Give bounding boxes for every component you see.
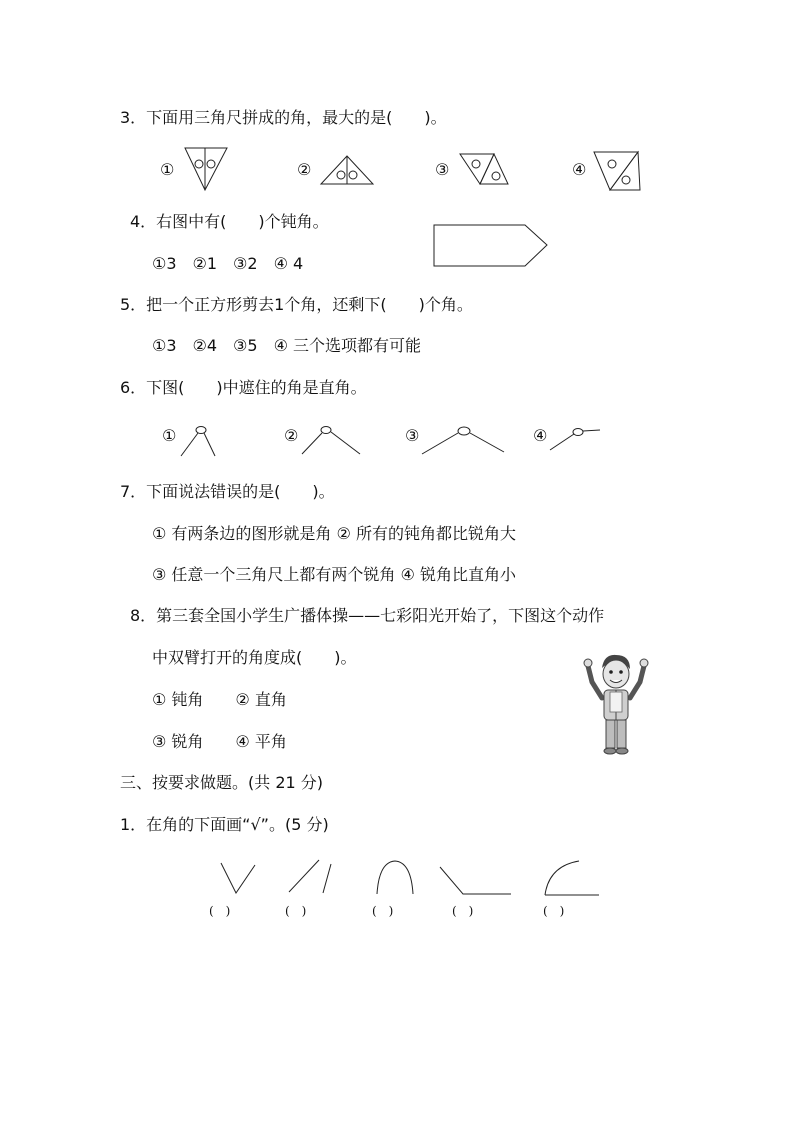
- q6-hidden-angle-figure-1: [178, 424, 218, 458]
- q8-text-line-1: 8．第三套全国小学生广播体操——七彩阳光开始了，下图这个动作: [130, 606, 605, 625]
- q4-options: ①3 ②1 ③2 ④ 4: [152, 254, 304, 273]
- q6-text: 6．下图( )中遮住的角是直角。: [120, 378, 367, 397]
- q6-option-1-label: ①: [162, 426, 177, 445]
- q7-options-line-2: ③ 任意一个三角尺上都有两个锐角 ④ 锐角比直角小: [152, 565, 516, 584]
- answer-blank-3[interactable]: ( ): [372, 904, 394, 918]
- answer-blank-4[interactable]: ( ): [452, 904, 474, 918]
- q3-triangle-figure-1: [183, 146, 229, 192]
- q6-option-4-label: ④: [533, 426, 548, 445]
- q4-pentagon-figure: [433, 224, 549, 268]
- q8-options-line-1: ① 钝角 ② 直角: [152, 690, 287, 709]
- boy-exercise-illustration: [584, 652, 648, 756]
- q3-option-1-label: ①: [160, 160, 175, 179]
- q6-hidden-angle-figure-2: [298, 424, 364, 458]
- curve-with-line-figure: [541, 858, 601, 898]
- q3-text: 3．下面用三角尺拼成的角，最大的是( )。: [120, 108, 447, 127]
- curved-arch-figure: [374, 856, 416, 896]
- q6-hidden-angle-figure-4: [548, 424, 602, 454]
- answer-blank-2[interactable]: ( ): [285, 904, 307, 918]
- q3-option-2-label: ②: [297, 160, 312, 179]
- answer-blank-1[interactable]: ( ): [209, 904, 231, 918]
- q6-option-3-label: ③: [405, 426, 420, 445]
- q8-text-line-2: 中双臂打开的角度成( )。: [152, 648, 357, 667]
- q5-options: ①3 ②4 ③5 ④ 三个选项都有可能: [152, 336, 422, 355]
- q3-triangle-figure-3: [458, 152, 510, 186]
- q6-option-2-label: ②: [284, 426, 299, 445]
- q6-hidden-angle-figure-3: [420, 424, 506, 458]
- q5-text: 5．把一个正方形剪去1个角，还剩下( )个角。: [120, 295, 473, 314]
- q3-option-3-label: ③: [435, 160, 450, 179]
- q3-triangle-figure-4: [592, 150, 642, 192]
- answer-blank-5[interactable]: ( ): [543, 904, 565, 918]
- section-3-q1-text: 1．在角的下面画“√”。(5 分): [120, 815, 329, 834]
- q7-options-line-1: ① 有两条边的图形就是角 ② 所有的钝角都比锐角大: [152, 524, 516, 543]
- q3-triangle-figure-2: [319, 154, 375, 186]
- q7-text: 7．下面说法错误的是( )。: [120, 482, 335, 501]
- two-separate-lines-figure: [285, 856, 333, 896]
- q8-options-line-2: ③ 锐角 ④ 平角: [152, 732, 287, 751]
- q4-text: 4．右图中有( )个钝角。: [130, 212, 329, 231]
- section-3-title: 三、按要求做题。(共 21 分): [120, 773, 324, 792]
- q3-option-4-label: ④: [572, 160, 587, 179]
- obtuse-angle-figure: [437, 864, 513, 898]
- angle-figure-v: [218, 860, 258, 896]
